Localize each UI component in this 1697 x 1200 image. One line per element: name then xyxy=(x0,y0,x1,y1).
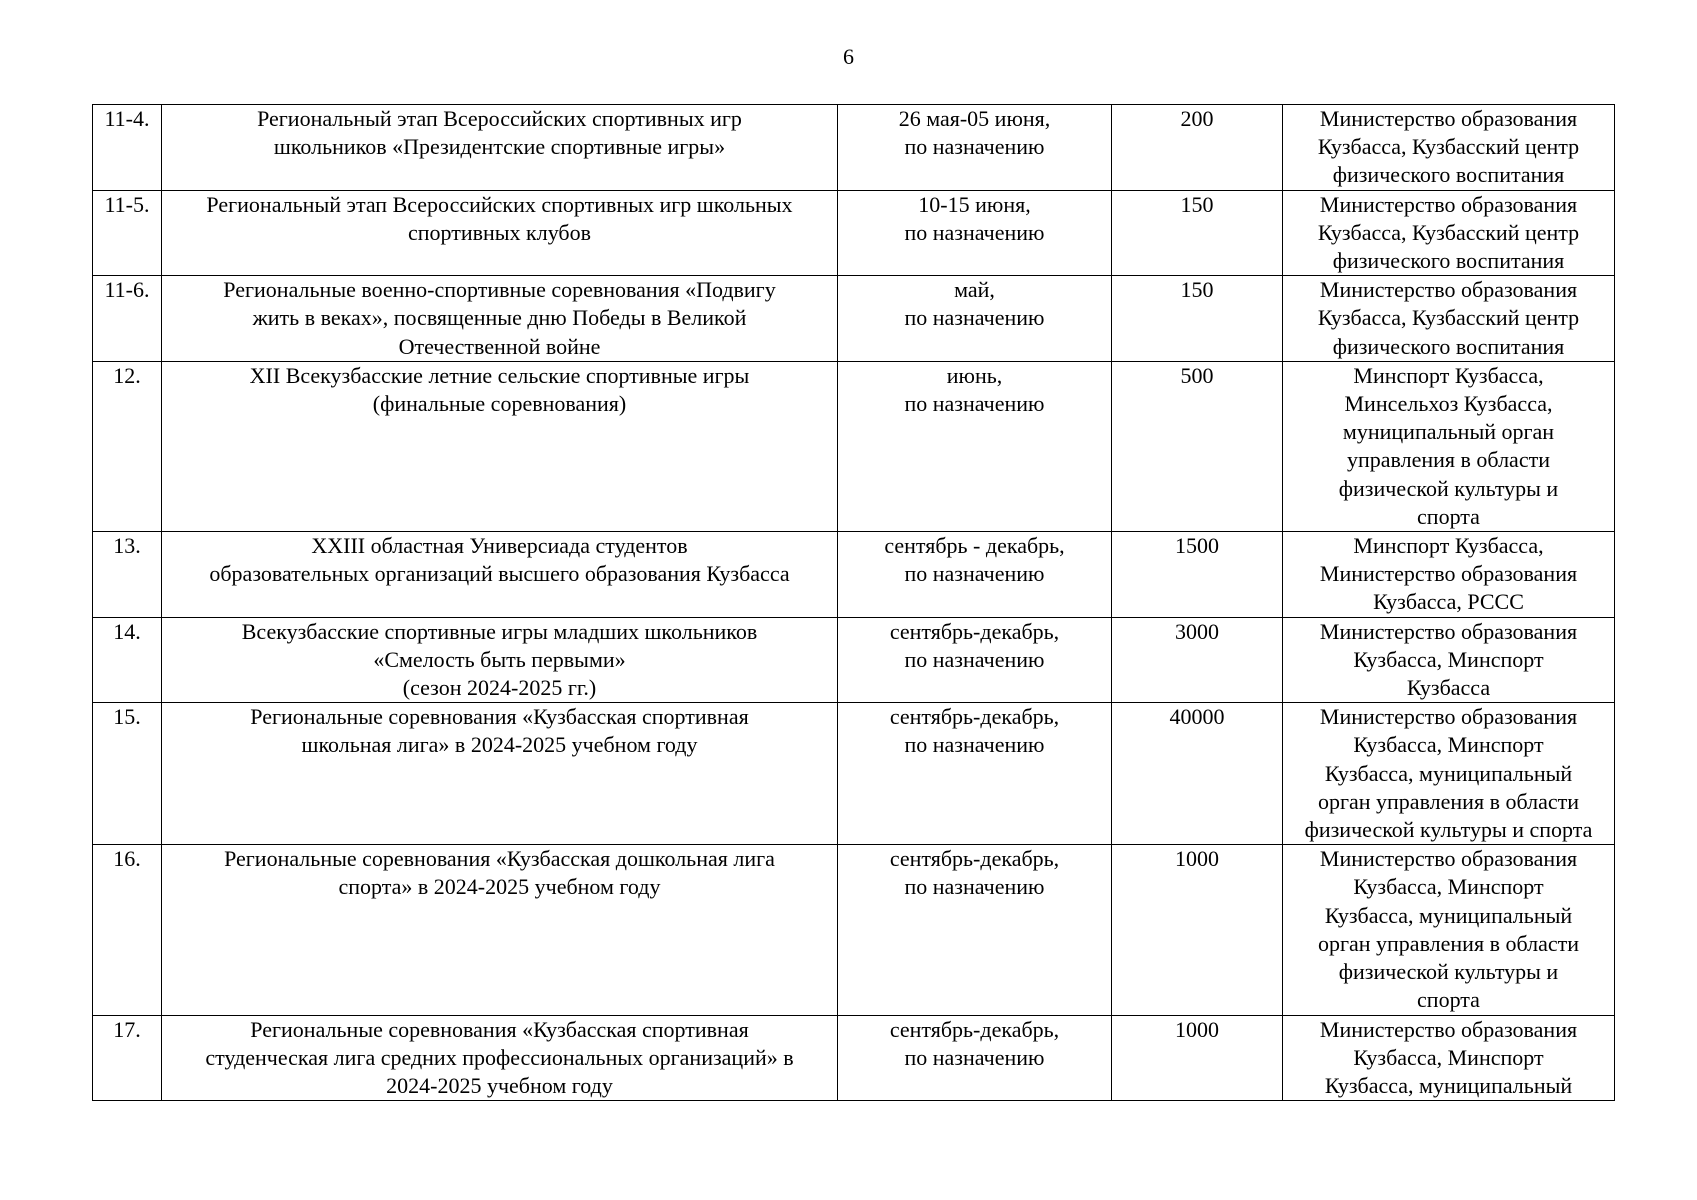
row-number-cell: 14. xyxy=(93,617,162,703)
organizers-line: Кузбасса xyxy=(1406,675,1491,701)
event-date-cell xyxy=(838,532,1112,618)
organizers-line: Министерство образования xyxy=(1319,277,1578,303)
participants-count-cell: 3000 xyxy=(1112,617,1283,703)
row-number-cell: 17. xyxy=(93,1015,162,1101)
event-date-line: 26 мая-05 июня, xyxy=(898,106,1051,131)
table-row xyxy=(93,190,1615,276)
participants-count-cell: 1000 xyxy=(1112,1015,1283,1101)
organizers-line: физического воспитания xyxy=(1332,162,1565,188)
event-date-line: по назначению xyxy=(904,391,1045,417)
event-date-line: по назначению xyxy=(904,305,1045,331)
event-name-line: жить в веках», посвященные дню Победы в Великой xyxy=(252,305,747,331)
event-date-line: по назначению xyxy=(904,1044,1045,1070)
event-date-line: сентябрь - декабрь, xyxy=(884,533,1065,559)
event-name-cell xyxy=(162,532,838,618)
organizers-cell xyxy=(1283,845,1615,1015)
participants-count-cell: 200 xyxy=(1112,105,1283,191)
row-number-cell: 11-5. xyxy=(93,190,162,276)
event-name-line: Региональные соревнования «Кузбасская спортивная xyxy=(250,704,749,730)
event-date-line: по назначению xyxy=(904,646,1045,672)
participants-count-cell: 40000 xyxy=(1112,703,1283,845)
table-row xyxy=(93,703,1615,845)
row-number-cell: 11-6. xyxy=(93,276,162,362)
event-name-cell xyxy=(162,190,838,276)
event-name-line: Региональные соревнования «Кузбасская дошкольная лига xyxy=(224,846,775,872)
organizers-line: физической культуры и xyxy=(1338,959,1559,985)
organizers-line: физического воспитания xyxy=(1332,333,1565,359)
organizers-line: Кузбасса, Минспорт xyxy=(1353,1044,1544,1070)
organizers-cell xyxy=(1283,105,1615,191)
event-name-cell xyxy=(162,276,838,362)
event-date-line: сентябрь-декабрь, xyxy=(889,846,1060,872)
organizers-line: Кузбасса, Кузбасский центр xyxy=(1317,305,1580,331)
event-date-line: сентябрь-декабрь, xyxy=(889,704,1060,730)
table-row xyxy=(93,617,1615,703)
participants-count-cell: 150 xyxy=(1112,190,1283,276)
event-date-cell xyxy=(838,361,1112,531)
event-name-line: XXIII областная Универсиада студентов xyxy=(311,533,688,559)
events-table xyxy=(92,104,1615,1101)
participants-count-cell: 150 xyxy=(1112,276,1283,362)
organizers-cell xyxy=(1283,703,1615,845)
event-name-line: школьников «Президентские спортивные игры» xyxy=(273,134,726,160)
organizers-cell xyxy=(1283,532,1615,618)
event-name-line: (финальные соревнования) xyxy=(372,391,627,417)
organizers-line: орган управления в области xyxy=(1317,788,1580,814)
event-date-cell xyxy=(838,703,1112,845)
event-name-cell xyxy=(162,105,838,191)
event-name-line: 2024-2025 учебном году xyxy=(386,1072,613,1098)
event-date-line: июнь, xyxy=(946,362,1003,388)
organizers-line: муниципальный орган xyxy=(1342,419,1555,445)
event-name-cell xyxy=(162,361,838,531)
event-name-line: спорта» в 2024-2025 учебном году xyxy=(338,874,661,900)
organizers-line: физической культуры и спорта xyxy=(1304,817,1593,843)
organizers-cell xyxy=(1283,617,1615,703)
organizers-line: управления в области xyxy=(1347,447,1550,473)
organizers-line: Министерство образования xyxy=(1319,191,1578,217)
organizers-line: Кузбасса, Минспорт xyxy=(1353,732,1544,758)
event-name-line: Региональный этап Всероссийских спортивных игр xyxy=(257,106,742,131)
organizers-line: Кузбасса, Минспорт xyxy=(1353,646,1544,672)
event-name-line: образовательных организаций высшего образования Кузбасса xyxy=(209,561,790,587)
organizers-cell xyxy=(1283,1015,1615,1101)
organizers-line: Кузбасса, муниципальный xyxy=(1324,1072,1573,1098)
organizers-line: Кузбасса, Кузбасский центр xyxy=(1317,219,1580,245)
table-row xyxy=(93,1015,1615,1101)
participants-count-cell: 500 xyxy=(1112,361,1283,531)
organizers-line: Кузбасса, Минспорт xyxy=(1353,874,1544,900)
event-name-cell xyxy=(162,703,838,845)
event-date-line: сентябрь-декабрь, xyxy=(889,1016,1060,1042)
event-date-line: май, xyxy=(954,277,995,303)
organizers-line: Министерство образования xyxy=(1319,618,1578,644)
organizers-line: Министерство образования xyxy=(1319,106,1578,131)
organizers-line: орган управления в области xyxy=(1317,930,1580,956)
event-name-line: Региональный этап Всероссийских спортивных игр школьных xyxy=(206,191,793,217)
event-name-line: Региональные военно-спортивные соревнования «Подвигу xyxy=(223,277,776,303)
participants-count-cell: 1000 xyxy=(1112,845,1283,1015)
event-name-line: XII Всекузбасские летние сельские спортивные игры xyxy=(249,362,750,388)
organizers-line: Министерство образования xyxy=(1319,846,1578,872)
event-date-line: по назначению xyxy=(904,219,1045,245)
event-name-cell xyxy=(162,845,838,1015)
organizers-line: Министерство образования xyxy=(1319,1016,1578,1042)
organizers-line: Министерство образования xyxy=(1319,704,1578,730)
table-row xyxy=(93,105,1615,191)
table-row xyxy=(93,845,1615,1015)
organizers-line: Кузбасса, Кузбасский центр xyxy=(1317,134,1580,160)
table-row xyxy=(93,276,1615,362)
event-date-line: по назначению xyxy=(904,732,1045,758)
row-number-cell: 15. xyxy=(93,703,162,845)
event-name-cell xyxy=(162,1015,838,1101)
row-number-cell: 11-4. xyxy=(93,105,162,191)
event-name-line: (сезон 2024-2025 гг.) xyxy=(402,675,597,701)
event-name-line: спортивных клубов xyxy=(407,219,592,245)
event-name-line: «Смелость быть первыми» xyxy=(373,646,626,672)
page-number: 6 xyxy=(843,44,854,69)
organizers-line: спорта xyxy=(1417,503,1480,529)
organizers-line: Минспорт Кузбасса, xyxy=(1353,533,1544,559)
event-date-cell xyxy=(838,276,1112,362)
event-date-line: сентябрь-декабрь, xyxy=(889,618,1060,644)
organizers-line: спорта xyxy=(1417,987,1480,1013)
organizers-line: Минспорт Кузбасса, xyxy=(1353,362,1544,388)
event-date-line: по назначению xyxy=(904,134,1045,160)
event-date-cell xyxy=(838,190,1112,276)
organizers-cell xyxy=(1283,190,1615,276)
event-name-line: Региональные соревнования «Кузбасская спортивная xyxy=(250,1016,749,1042)
organizers-line: Минсельхоз Кузбасса, xyxy=(1344,391,1553,417)
organizers-line: Министерство образования xyxy=(1319,561,1578,587)
event-date-cell xyxy=(838,845,1112,1015)
table-row xyxy=(93,532,1615,618)
events-table-body xyxy=(93,105,1615,1101)
event-name-cell xyxy=(162,617,838,703)
event-date-line: 10-15 июня, xyxy=(918,191,1031,217)
event-date-line: по назначению xyxy=(904,561,1045,587)
event-date-cell xyxy=(838,1015,1112,1101)
row-number-cell: 12. xyxy=(93,361,162,531)
organizers-cell xyxy=(1283,276,1615,362)
event-date-cell xyxy=(838,617,1112,703)
event-name-line: Отечественной войне xyxy=(398,333,601,359)
organizers-line: Кузбасса, РССС xyxy=(1373,589,1524,615)
row-number-cell: 16. xyxy=(93,845,162,1015)
table-row xyxy=(93,361,1615,531)
event-date-line: по назначению xyxy=(904,874,1045,900)
row-number-cell: 13. xyxy=(93,532,162,618)
event-date-cell xyxy=(838,105,1112,191)
organizers-line: физического воспитания xyxy=(1332,248,1565,274)
event-name-line: Всекузбасские спортивные игры младших школьников xyxy=(241,618,758,644)
event-name-line: студенческая лига средних профессиональных организаций» в xyxy=(205,1044,794,1070)
organizers-cell xyxy=(1283,361,1615,531)
organizers-line: Кузбасса, муниципальный xyxy=(1324,760,1573,786)
participants-count-cell: 1500 xyxy=(1112,532,1283,618)
organizers-line: Кузбасса, муниципальный xyxy=(1324,902,1573,928)
organizers-line: физической культуры и xyxy=(1338,475,1559,501)
event-name-line: школьная лига» в 2024-2025 учебном году xyxy=(301,732,698,758)
